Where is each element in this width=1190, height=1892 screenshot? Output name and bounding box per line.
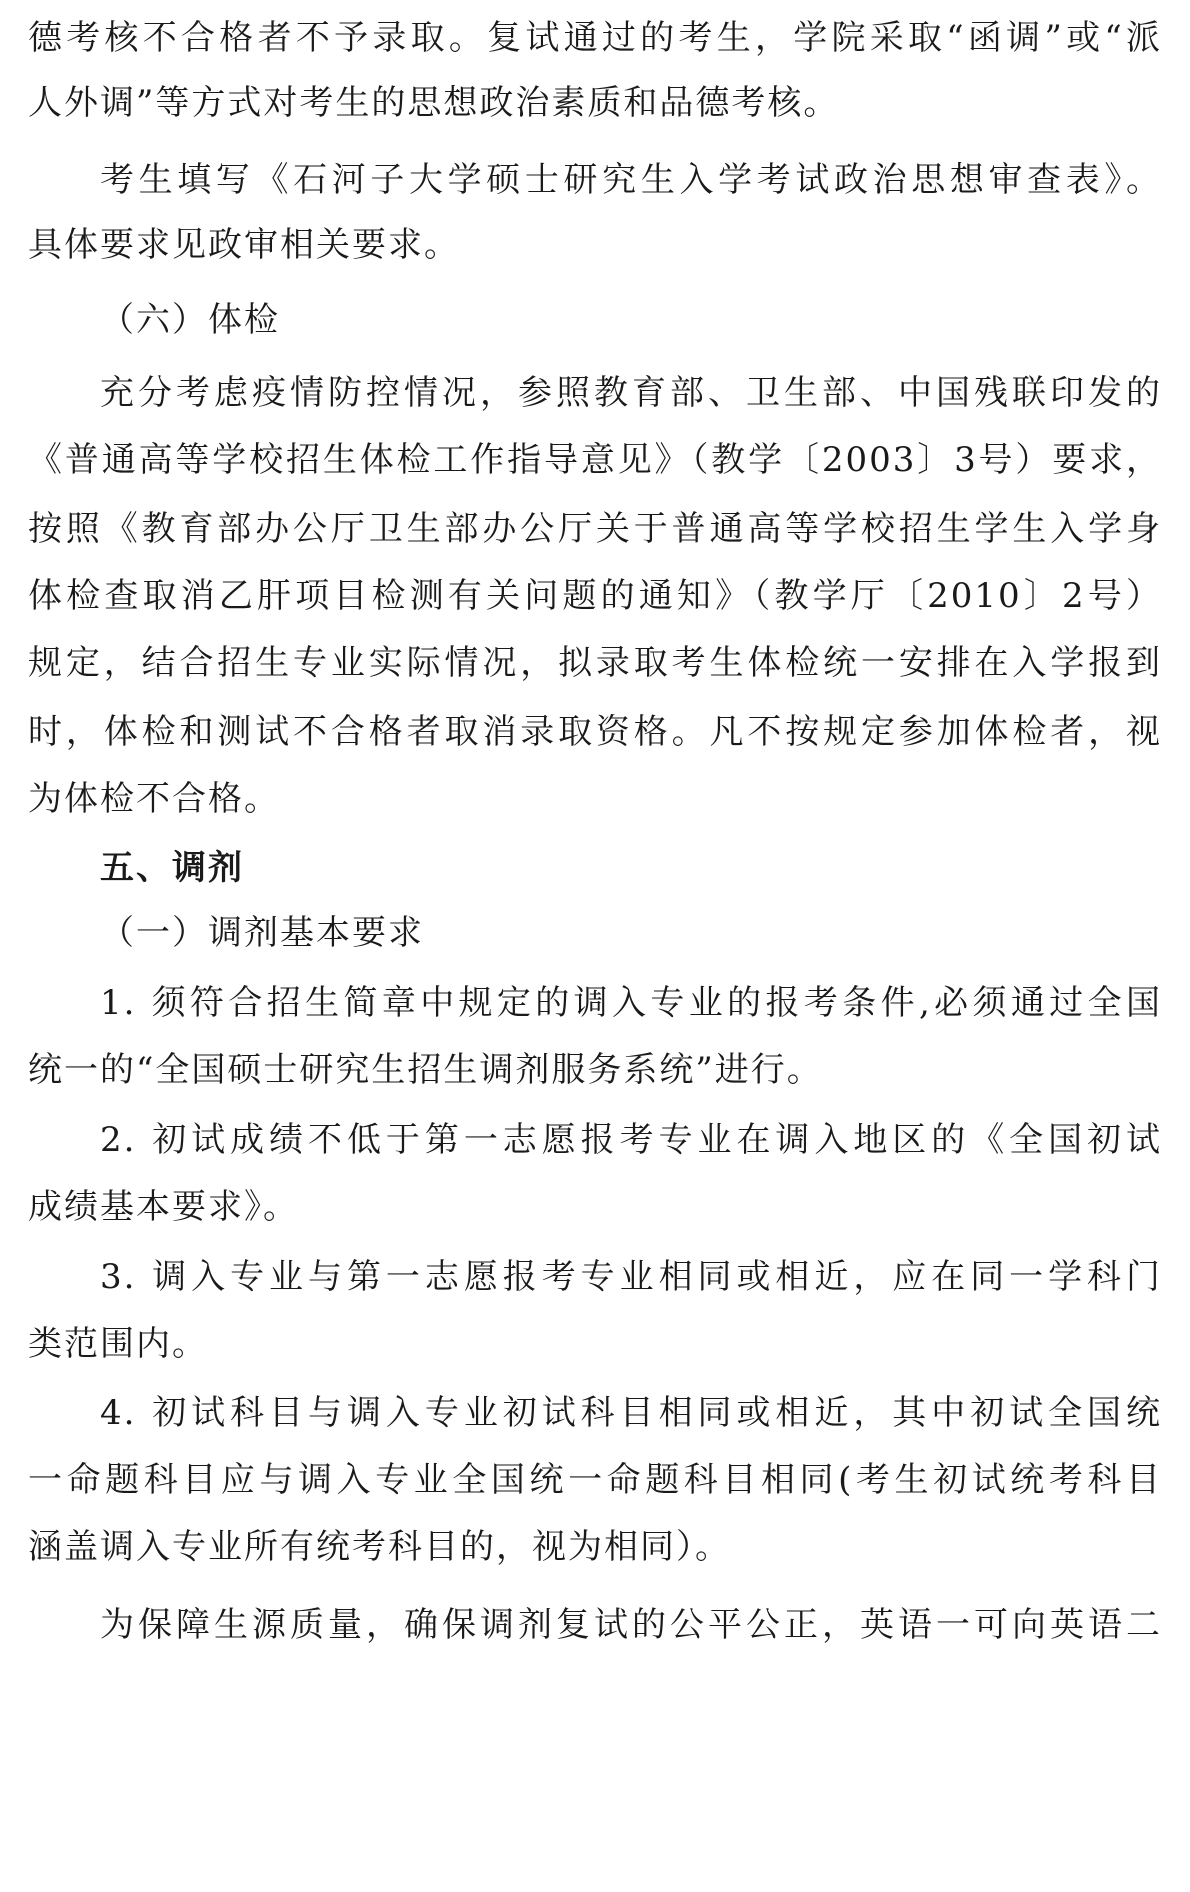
list-item: 3. 调入专业与第一志愿报考专业相同或相近，应在同一学科门 bbox=[100, 1257, 1162, 1297]
text-line: 涵盖调入专业所有统考科目的，视为相同）。 bbox=[28, 1527, 731, 1567]
list-item: 2. 初试成绩不低于第一志愿报考专业在调入地区的《全国初试 bbox=[100, 1120, 1162, 1160]
text-line: 人外调”等方式对考生的思想政治素质和品德考核。 bbox=[28, 83, 840, 123]
text-line: 一命题科目应与调入专业全国统一命题科目相同(考生初试统考科目 bbox=[28, 1460, 1162, 1500]
text-line: 充分考虑疫情防控情况，参照教育部、卫生部、中国残联印发的 bbox=[100, 373, 1162, 413]
text-line: 为体检不合格。 bbox=[28, 779, 280, 819]
text-line: 《普通高等学校招生体检工作指导意见》（教学〔2003〕3号）要求， bbox=[28, 440, 1162, 480]
text-line: 考生填写《石河子大学硕士研究生入学考试政治思想审查表》。 bbox=[100, 160, 1162, 200]
text-line: 成绩基本要求》。 bbox=[28, 1187, 299, 1227]
text-line: 按照《教育部办公厅卫生部办公厅关于普通高等学校招生学生入学身 bbox=[28, 509, 1162, 549]
text-line: 体检查取消乙肝项目检测有关问题的通知》（教学厅〔2010〕2号） bbox=[28, 576, 1162, 616]
list-item: 1. 须符合招生简章中规定的调入专业的报考条件,必须通过全国 bbox=[100, 983, 1162, 1023]
text-line: 时，体检和测试不合格者取消录取资格。凡不按规定参加体检者，视 bbox=[28, 712, 1162, 752]
text-line: 德考核不合格者不予录取。复试通过的考生，学院采取“函调”或“派 bbox=[28, 18, 1162, 58]
text-line: 规定，结合招生专业实际情况，拟录取考生体检统一安排在入学报到 bbox=[28, 643, 1162, 683]
text-line: 为保障生源质量，确保调剂复试的公平公正，英语一可向英语二 bbox=[100, 1605, 1162, 1645]
subsection-heading: （一）调剂基本要求 bbox=[100, 913, 424, 953]
list-item: 4. 初试科目与调入专业初试科目相同或相近，其中初试全国统 bbox=[100, 1393, 1162, 1433]
text-line: 类范围内。 bbox=[28, 1324, 208, 1364]
section-heading: 五、调剂 bbox=[100, 848, 244, 888]
text-line: 统一的“全国硕士研究生招生调剂服务系统”进行。 bbox=[28, 1050, 823, 1090]
text-line: 具体要求见政审相关要求。 bbox=[28, 225, 460, 265]
section-heading: （六）体检 bbox=[100, 300, 280, 340]
